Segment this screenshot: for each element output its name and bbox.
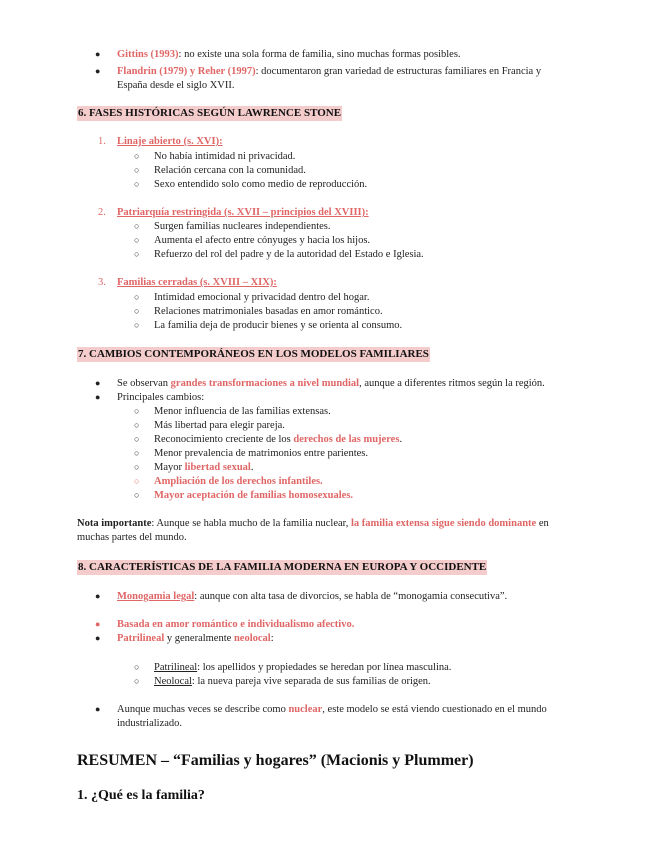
circle-bullet: ○: [134, 165, 140, 175]
circle-bullet: ○: [134, 221, 140, 231]
phase-number: 2.: [98, 207, 106, 218]
text: .: [399, 434, 403, 445]
highlight-text: nuclear: [288, 704, 323, 715]
list-item: Surgen familias nucleares independientes.: [154, 221, 331, 232]
list-item: Relación cercana con la comunidad.: [154, 165, 306, 176]
highlight-text: la familia extensa sigue siendo dominante: [350, 518, 537, 529]
circle-bullet: ○: [134, 462, 140, 472]
note-label: Nota importante: [77, 518, 152, 529]
list-item: [154, 433, 402, 446]
circle-bullet: ○: [134, 320, 140, 330]
list-item: Menor influencia de las familias extensas.: [154, 406, 331, 417]
circle-bullet: ○: [134, 662, 140, 672]
text: en: [536, 518, 549, 529]
circle-bullet: ○: [134, 476, 140, 486]
circle-bullet: ○: [134, 420, 140, 430]
phase-number: 3.: [98, 277, 106, 288]
list-item: Ampliación de los derechos infantiles.: [154, 476, 323, 487]
highlight-text: libertad sexual: [184, 462, 251, 473]
text: Se observan: [117, 378, 171, 389]
circle-bullet: ○: [134, 676, 140, 686]
circle-bullet: ○: [134, 448, 140, 458]
circle-bullet: ○: [134, 406, 140, 416]
phase-title: Patriarquía restringida (s. XVII – principios del XVIII):: [117, 207, 369, 218]
list-item: Principales cambios:: [117, 392, 205, 403]
text: : aunque con alta tasa de divorcios, se habla de “monogamia consecutiva”.: [194, 591, 508, 602]
section-heading: 7. CAMBIOS CONTEMPORÁNEOS EN LOS MODELOS FAMILIARES: [78, 348, 429, 360]
circle-bullet: ○: [134, 151, 140, 161]
bullet: ●: [95, 633, 101, 643]
circle-bullet: ○: [134, 306, 140, 316]
text: , aunque a diferentes ritmos según la región.: [359, 378, 545, 389]
item-text-continued: España desde el siglo XVII.: [117, 80, 235, 91]
text: .: [250, 462, 254, 473]
important-note-continued: muchas partes del mundo.: [77, 532, 187, 543]
highlight-text: Monogamia legal: [117, 591, 195, 602]
text: Reconocimiento creciente de los: [154, 434, 294, 445]
circle-bullet: ○: [134, 434, 140, 444]
highlight-text: neolocal: [233, 633, 271, 644]
bullet: ●: [95, 66, 101, 76]
text: : los apellidos y propiedades se heredan por línea masculina.: [197, 662, 452, 673]
reference: Gittins (1993): [117, 49, 179, 60]
important-note: [77, 517, 549, 530]
summary-subtitle: 1. ¿Qué es la familia?: [77, 788, 205, 803]
highlight-text: grandes transformaciones a nivel mundial: [170, 378, 360, 389]
bullet: ●: [95, 704, 101, 714]
list-item: [117, 377, 545, 390]
list-item: Mayor aceptación de familias homosexuales.: [154, 490, 353, 501]
list-item: [117, 632, 274, 645]
list-item: [117, 65, 541, 78]
bullet: ●: [95, 378, 101, 388]
circle-bullet: ○: [134, 179, 140, 189]
list-item: Menor prevalencia de matrimonios entre parientes.: [154, 448, 368, 459]
text: Aunque muchas veces se describe como: [117, 704, 289, 715]
circle-bullet: ○: [134, 235, 140, 245]
item-text: : documentaron gran variedad de estructuras familiares en Francia y: [255, 66, 542, 77]
list-item: La familia deja de producir bienes y se orienta al consumo.: [154, 320, 403, 331]
text: , este modelo se está viendo cuestionado en el mundo: [322, 704, 547, 715]
circle-bullet: ○: [134, 490, 140, 500]
item-text: : no existe una sola forma de familia, sino muchas formas posibles.: [178, 49, 461, 60]
list-item: Relaciones matrimoniales basadas en amor romántico.: [154, 306, 383, 317]
list-item: [154, 661, 451, 674]
term: Neolocal: [154, 676, 192, 687]
bullet: ●: [95, 591, 101, 601]
section-heading: 6. FASES HISTÓRICAS SEGÚN LAWRENCE STONE: [78, 107, 342, 119]
text: y generalmente: [164, 633, 234, 644]
circle-bullet: ○: [134, 249, 140, 259]
phase-title: Linaje abierto (s. XVI):: [117, 136, 223, 147]
text: :: [270, 633, 274, 644]
list-item: Más libertad para elegir pareja.: [154, 420, 285, 431]
reference: Flandrin (1979) y Reher (1997): [117, 66, 256, 77]
list-item: Refuerzo del rol del padre y de la autoridad del Estado e Iglesia.: [154, 249, 424, 260]
circle-bullet: ○: [134, 292, 140, 302]
bullet: ●: [95, 49, 101, 59]
summary-title: RESUMEN – “Familias y hogares” (Macionis y Plummer): [77, 752, 474, 769]
text: : Aunque se habla mucho de la familia nuclear,: [151, 518, 351, 529]
list-item: Intimidad emocional y privacidad dentro del hogar.: [154, 292, 370, 303]
list-item: [154, 461, 253, 474]
section-heading: 8. CARACTERÍSTICAS DE LA FAMILIA MODERNA EN EUROPA Y OCCIDENTE: [78, 561, 487, 573]
bullet: ●: [95, 392, 101, 402]
phase-title: Familias cerradas (s. XVIII – XIX):: [117, 277, 277, 288]
list-item: [117, 590, 507, 603]
text: Mayor: [154, 462, 185, 473]
list-item: [117, 703, 547, 716]
highlight-text: derechos de las mujeres: [293, 434, 400, 445]
list-item: Sexo entendido solo como medio de reproducción.: [154, 179, 368, 190]
phase-number: 1.: [98, 136, 106, 147]
list-item-continued: industrializado.: [117, 718, 183, 729]
bullet: ●: [95, 619, 101, 629]
list-item: Basada en amor romántico e individualismo afectivo.: [117, 619, 355, 630]
highlight-text: Patrilineal: [117, 633, 165, 644]
text: : la nueva pareja vive separada de sus familias de origen.: [191, 676, 431, 687]
list-item: [117, 48, 461, 61]
list-item: No había intimidad ni privacidad.: [154, 151, 296, 162]
list-item: [154, 675, 431, 688]
list-item: Aumenta el afecto entre cónyuges y hacia los hijos.: [154, 235, 371, 246]
term: Patrilineal: [154, 662, 198, 673]
